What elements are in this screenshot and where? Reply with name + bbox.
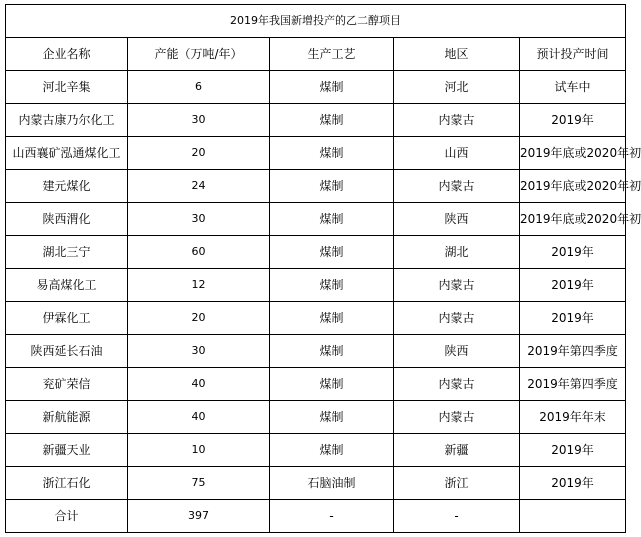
table-row	[6, 368, 626, 401]
expected-time-cell: 2019年底或2020年初	[520, 203, 626, 236]
company-name-cell: 浙江石化	[6, 467, 128, 500]
header-process: 生产工艺	[270, 38, 394, 71]
expected-time-cell: 2019年	[520, 104, 626, 137]
table-row	[6, 203, 626, 236]
region-cell: 内蒙古	[394, 170, 520, 203]
table-row	[6, 401, 626, 434]
region-cell: 新疆	[394, 434, 520, 467]
company-name-cell: 内蒙古康乃尔化工	[6, 104, 128, 137]
region-cell: 陕西	[394, 203, 520, 236]
company-name-cell: 山西襄矿泓通煤化工	[6, 137, 128, 170]
process-cell: 煤制	[270, 203, 394, 236]
company-name-cell: 伊霖化工	[6, 302, 128, 335]
region-cell: 山西	[394, 137, 520, 170]
header-region: 地区	[394, 38, 520, 71]
process-cell: 煤制	[270, 71, 394, 104]
capacity-cell: 30	[128, 104, 270, 137]
table-row	[6, 467, 626, 500]
region-cell: -	[394, 500, 520, 533]
company-name-cell: 易高煤化工	[6, 269, 128, 302]
process-cell: -	[270, 500, 394, 533]
process-cell: 煤制	[270, 137, 394, 170]
table-row	[6, 170, 626, 203]
capacity-cell: 40	[128, 401, 270, 434]
process-cell: 煤制	[270, 434, 394, 467]
table-row	[6, 236, 626, 269]
company-name-cell: 新航能源	[6, 401, 128, 434]
region-cell: 湖北	[394, 236, 520, 269]
company-name-cell: 河北辛集	[6, 71, 128, 104]
table-header-row	[6, 38, 626, 71]
ethylene-glycol-projects-table	[5, 4, 641, 533]
table-row	[6, 335, 626, 368]
capacity-cell: 30	[128, 203, 270, 236]
total-row	[6, 500, 626, 533]
company-name-cell: 建元煤化	[6, 170, 128, 203]
region-cell: 内蒙古	[394, 269, 520, 302]
table-row	[6, 137, 626, 170]
company-name-cell: 湖北三宁	[6, 236, 128, 269]
company-name-cell: 兖矿荣信	[6, 368, 128, 401]
company-name-cell: 陕西渭化	[6, 203, 128, 236]
capacity-cell: 12	[128, 269, 270, 302]
expected-time-cell: 2019年年末	[520, 401, 626, 434]
capacity-cell: 10	[128, 434, 270, 467]
region-cell: 河北	[394, 71, 520, 104]
expected-time-cell: 2019年第四季度	[520, 335, 626, 368]
region-cell: 浙江	[394, 467, 520, 500]
process-cell: 煤制	[270, 236, 394, 269]
table-row	[6, 434, 626, 467]
table-row	[6, 269, 626, 302]
process-cell: 煤制	[270, 269, 394, 302]
region-cell: 陕西	[394, 335, 520, 368]
project-table-container	[5, 4, 641, 533]
expected-time-cell	[520, 500, 626, 533]
region-cell: 内蒙古	[394, 104, 520, 137]
process-cell: 煤制	[270, 104, 394, 137]
capacity-cell: 20	[128, 302, 270, 335]
capacity-cell: 30	[128, 335, 270, 368]
process-cell: 煤制	[270, 170, 394, 203]
table-title: 2019年我国新增投产的乙二醇项目	[6, 5, 626, 38]
expected-time-cell: 2019年底或2020年初	[520, 170, 626, 203]
capacity-cell: 6	[128, 71, 270, 104]
expected-time-cell: 2019年第四季度	[520, 368, 626, 401]
capacity-cell: 397	[128, 500, 270, 533]
region-cell: 内蒙古	[394, 401, 520, 434]
region-cell: 内蒙古	[394, 368, 520, 401]
company-name-cell: 新疆天业	[6, 434, 128, 467]
table-title-row	[6, 5, 626, 38]
header-capacity: 产能（万吨/年）	[128, 38, 270, 71]
capacity-cell: 60	[128, 236, 270, 269]
expected-time-cell: 2019年底或2020年初	[520, 137, 626, 170]
expected-time-cell: 2019年	[520, 434, 626, 467]
capacity-cell: 75	[128, 467, 270, 500]
table-row	[6, 302, 626, 335]
capacity-cell: 40	[128, 368, 270, 401]
company-name-cell: 陕西延长石油	[6, 335, 128, 368]
region-cell: 内蒙古	[394, 302, 520, 335]
table-row	[6, 104, 626, 137]
process-cell: 煤制	[270, 401, 394, 434]
process-cell: 石脑油制	[270, 467, 394, 500]
capacity-cell: 20	[128, 137, 270, 170]
process-cell: 煤制	[270, 368, 394, 401]
expected-time-cell: 2019年	[520, 269, 626, 302]
company-name-cell: 合计	[6, 500, 128, 533]
process-cell: 煤制	[270, 302, 394, 335]
expected-time-cell: 2019年	[520, 467, 626, 500]
expected-time-cell: 2019年	[520, 236, 626, 269]
table-row	[6, 71, 626, 104]
expected-time-cell: 2019年	[520, 302, 626, 335]
process-cell: 煤制	[270, 335, 394, 368]
expected-time-cell: 试车中	[520, 71, 626, 104]
capacity-cell: 24	[128, 170, 270, 203]
header-expected-time: 预计投产时间	[520, 38, 626, 71]
header-company-name: 企业名称	[6, 38, 128, 71]
